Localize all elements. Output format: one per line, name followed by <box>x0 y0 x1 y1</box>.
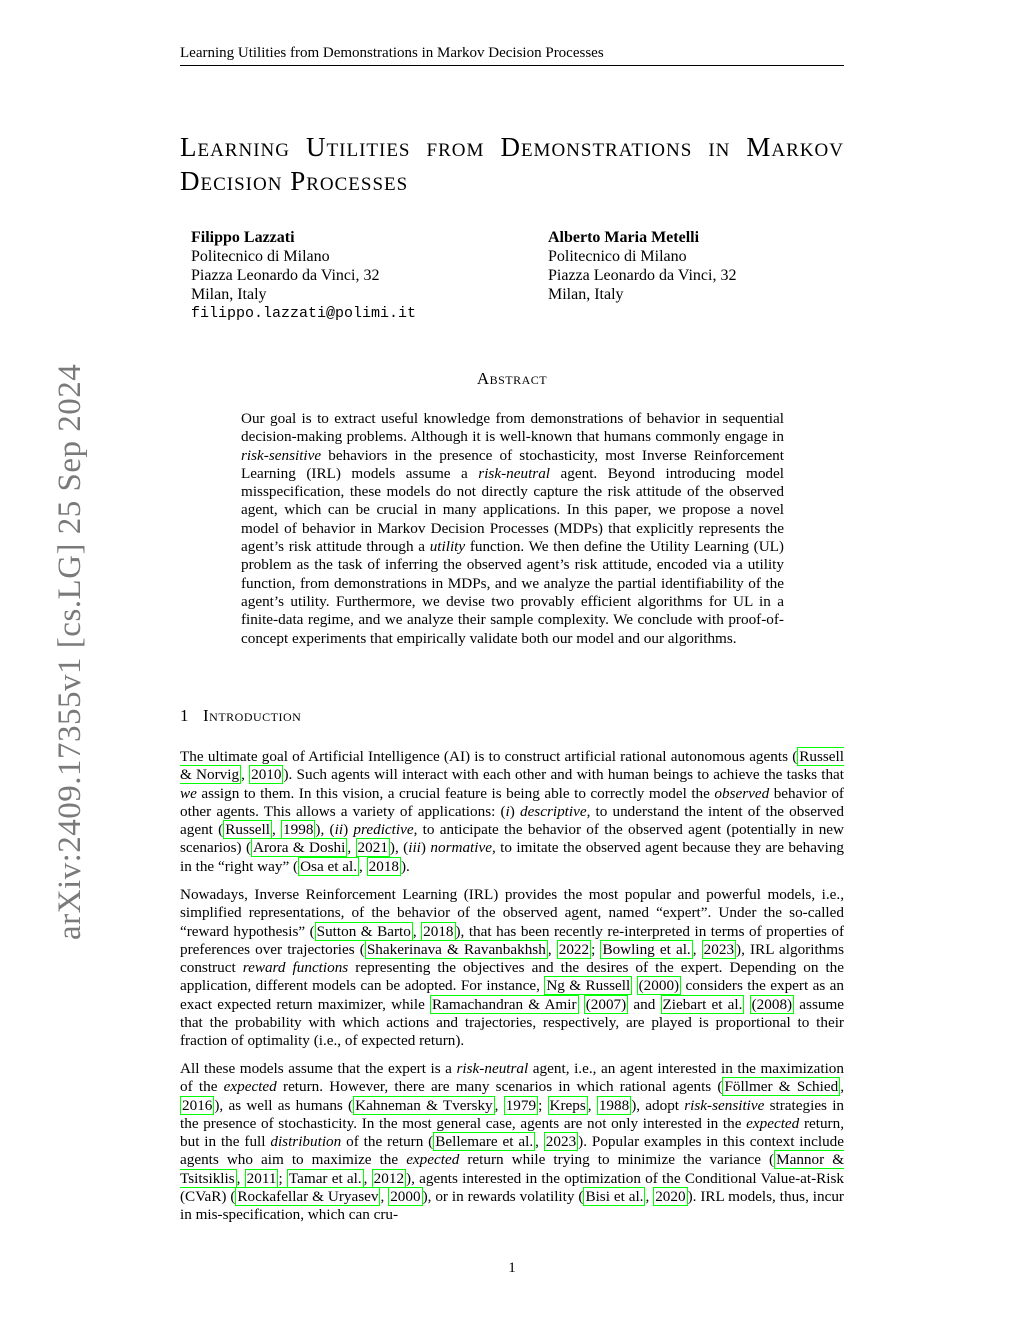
citation-link[interactable]: Ramachandran & Amir <box>432 995 577 1013</box>
author-block-1 <box>191 228 416 323</box>
citation-link[interactable]: Osa et al. <box>300 857 358 875</box>
citation-link[interactable]: Kahneman & Tversky <box>355 1096 493 1114</box>
section-heading-introduction <box>180 706 301 726</box>
author-block-2 <box>548 228 736 304</box>
citation-link[interactable]: 2011 <box>246 1169 277 1187</box>
citation-link[interactable]: 2000 <box>390 1188 421 1206</box>
intro-paragraph-1: The ultimate goal of Artificial Intelligence (AI) is to construct artificial rational autonomous agents ( Russell & Norvig , 2010 ). Such agents will interact with each other and with human beings to achieve the tasks that we assign to them. In this vision, a crucial feature is being able to correctly model the observed behavior of other agents. This allows a variety of applications: (i) descriptive, to understand the intent of the observed agent ( Russell , 1998 ), (ii) predictive, to anticipate the behavior of the observed agent (potentially in new scenarios) ( Arora & Doshi , 2021 ), (iii) normative, to imitate the observed agent because they are behaving in the “right way” ( Osa et al. , 2018 ). <box>180 748 845 875</box>
citation-link[interactable]: Shakerinava & Ravanbakhsh <box>366 940 546 958</box>
citation-link[interactable]: 2010 <box>251 766 282 784</box>
intro-paragraph-3: All these models assume that the expert is a risk-neutral agent, i.e., an agent interested in the maximization of the expected return. However, there are many scenarios in which rational agents ( Föllmer & Schied , 2016 ), as well as humans ( Kahneman & Tversky , 1979 ; Kreps , 1988 ), adopt risk-sensitive strategies in the presence of stochasticity. In the most general case, agents are not only interested in the expected return, but in the full distribution of the return ( Bellemare et al. , 2023 ). Popular examples in this context include agents who aim to maximize the expected return while trying to minimize the variance ( Mannor & Tsitsiklis , 2011 ; Tamar et al. , 2012 ), agents interested in the optimization of the Conditional Value-at-Risk (CVaR) ( Rockafellar & Uryasev , 2000 ), or in rewards volatility ( Bisi et al. , 2020 ). IRL models, thus, incur in mis-specification, which can cru- <box>180 1060 845 1224</box>
citation-link[interactable]: Ziebart et al. <box>662 995 743 1013</box>
citation-link[interactable]: Tamar et al. <box>288 1169 362 1187</box>
citation-link[interactable]: 2022 <box>558 940 590 958</box>
author-name: Filippo Lazzati <box>191 229 295 246</box>
citation-link[interactable]: 2018 <box>423 922 454 940</box>
citation-link[interactable]: 1988 <box>598 1096 630 1114</box>
citation-link[interactable]: Russell <box>225 821 270 839</box>
intro-paragraph-2: Nowadays, Inverse Reinforcement Learning (IRL) provides the most popular and powerful models, i.e., simplified representations, of the behavior of the observed agent, named “expert”. Under the so-called “reward hypothesis” ( Sutton & Barto , 2018 ), that has been recently re-interpreted in terms of properties of preferences over trajectories ( Shakerinava & Ravanbakhsh , 2022 ; Bowling et al. , 2023 ), IRL algorithms construct reward functions representing the objectives and the desires of the expert. Depending on the application, different models can be adopted. For instance, Ng & Russell (2000) considers the expert as an exact expected return maximizer, while Ramachandran & Amir (2007) and Ziebart et al. (2008) assume that the probability with which actions and trajectories, respectively, are played is proportional to their fraction of optimality (i.e., of expected return). <box>180 886 845 1050</box>
author-address: Piazza Leonardo da Vinci, 32 <box>191 267 380 284</box>
section-number: 1 <box>180 706 189 725</box>
citation-link[interactable]: Arora & Doshi <box>253 839 346 857</box>
page-number: 1 <box>508 1260 516 1276</box>
author-city: Milan, Italy <box>191 286 267 303</box>
abstract-heading: Abstract <box>476 369 548 388</box>
citation-link[interactable]: 2023 <box>545 1133 577 1151</box>
citation-link[interactable]: 1979 <box>505 1096 537 1114</box>
author-name: Alberto Maria Metelli <box>548 229 700 246</box>
citation-link[interactable]: 2018 <box>368 857 399 875</box>
citation-link[interactable]: Bisi et al. <box>585 1188 644 1206</box>
paper-title: Learning Utilities from Demonstrations in Markov Decision Processes <box>180 132 844 196</box>
citation-link[interactable]: 2021 <box>357 839 388 857</box>
citation-link[interactable]: 2012 <box>373 1169 405 1187</box>
arxiv-identifier-stamp: arXiv:2409.17355v1 [cs.LG] 25 Sep 2024 <box>52 363 88 940</box>
author-city: Milan, Italy <box>548 286 624 303</box>
citation-link[interactable]: (2007) <box>585 995 627 1013</box>
citation-link[interactable]: (2008) <box>751 995 793 1013</box>
citation-link[interactable]: Rockafellar & Uryasev <box>237 1188 379 1206</box>
citation-link[interactable]: 2020 <box>655 1188 686 1206</box>
abstract-body: Our goal is to extract useful knowledge from demonstrations of behavior in sequential decision-making problems. Although it is well-known that humans commonly engage in risk-sensitive behaviors in the presence of stochasticity, most Inverse Reinforcement Learning (IRL) models assume a risk-neutral agent. Beyond introducing model misspecification, these models do not directly capture the risk attitude of the observed agent, which can be crucial in many applications. In this paper, we propose a novel model of behavior in Markov Decision Processes (MDPs) that explicitly represents the agent’s risk attitude through a utility function. We then define the Utility Learning (UL) problem as the task of inferring the observed agent’s risk attitude, encoded via a utility function, from demonstrations in MDPs, and we analyze the partial identifiability of the agent’s utility. Furthermore, we devise two provably efficient algorithms for UL in a finite-data regime, and we analyze their sample complexity. We conclude with proof-of-concept experiments that empirically validate both our model and our algorithms. <box>241 410 784 647</box>
running-header: Learning Utilities from Demonstrations in Markov Decision Processes <box>180 44 844 66</box>
citation-link[interactable]: 2023 <box>703 940 735 958</box>
citation-link[interactable]: Bowling et al. <box>602 940 691 958</box>
citation-link[interactable]: Mannor & Tsitsiklis <box>180 1151 845 1187</box>
author-email[interactable]: filippo.lazzati@polimi.it <box>191 305 417 322</box>
citation-link[interactable]: Bellemare et al. <box>435 1133 534 1151</box>
citation-link[interactable]: 2016 <box>182 1096 213 1114</box>
citation-link[interactable]: Kreps <box>549 1096 586 1114</box>
citation-link[interactable]: Sutton & Barto <box>316 922 411 940</box>
section-title: Introduction <box>203 706 302 725</box>
citation-link[interactable]: (2000) <box>638 977 680 995</box>
citation-link[interactable]: 1998 <box>283 821 314 839</box>
citation-link[interactable]: Ng & Russell <box>546 977 631 995</box>
citation-link[interactable]: Russell & Norvig <box>180 748 844 784</box>
author-affiliation: Politecnico di Milano <box>191 248 330 265</box>
citation-link[interactable]: Föllmer & Schied <box>724 1078 839 1096</box>
author-affiliation: Politecnico di Milano <box>548 248 687 265</box>
author-address: Piazza Leonardo da Vinci, 32 <box>548 267 737 284</box>
